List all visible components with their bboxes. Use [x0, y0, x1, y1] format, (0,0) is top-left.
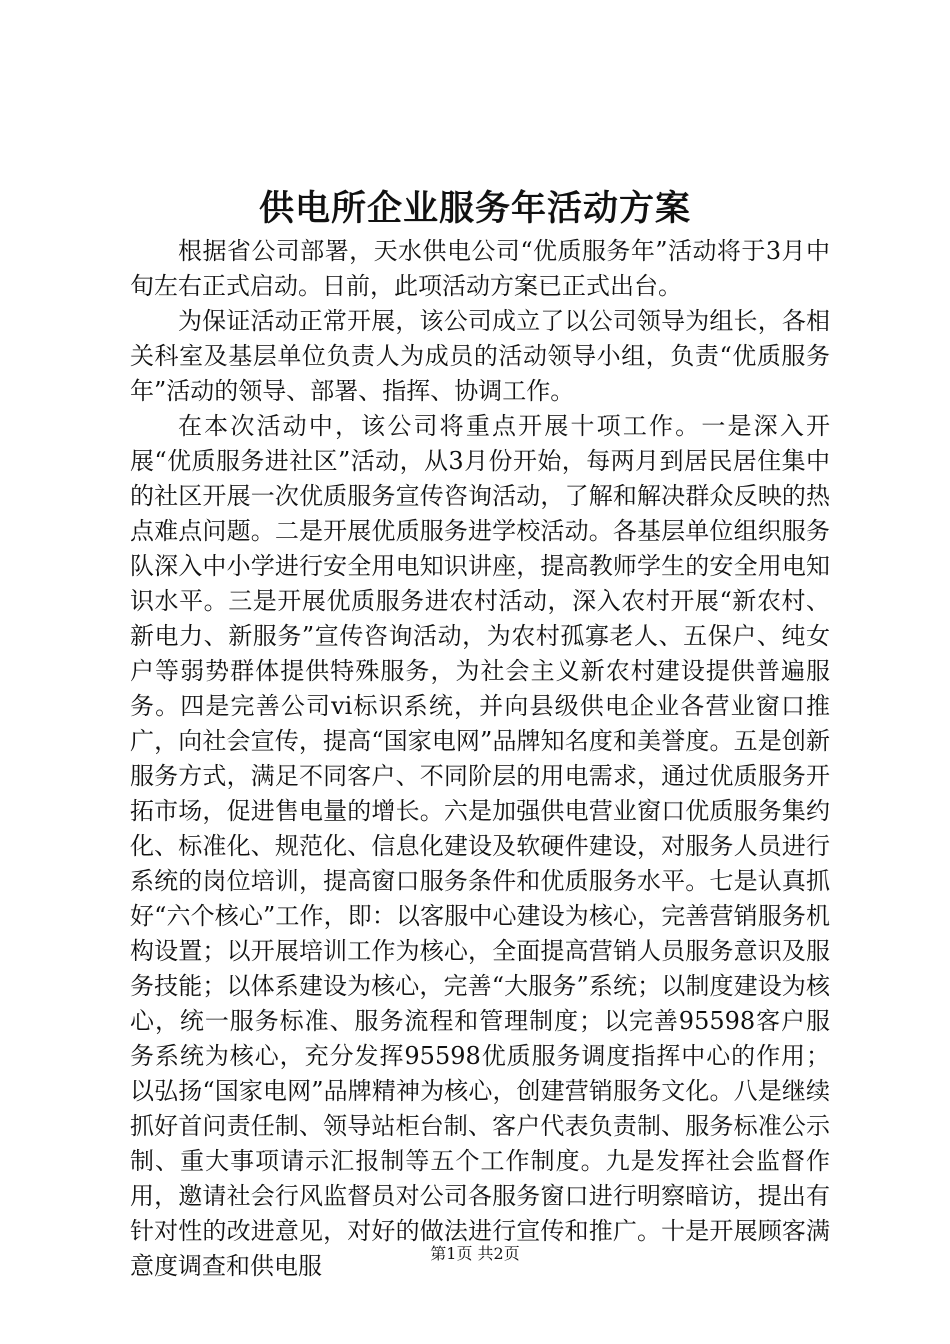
- document-title: 供电所企业服务年活动方案: [258, 188, 691, 229]
- paragraph-1: 根据省公司部署，天水供电公司“优质服务年”活动将于3月中旬左右正式启动。日前，此项活动方案已正式出台。: [130, 237, 830, 300]
- paragraph-2: 为保证活动正常开展，该公司成立了以公司领导为组长，各相关科室及基层单位负责人为成员的活动领导小组，负责“优质服务年”活动的领导、部署、指挥、协调工作。: [130, 307, 830, 405]
- document-body: [130, 234, 830, 1284]
- paragraph-3: 在本次活动中，该公司将重点开展十项工作。一是深入开展“优质服务进社区”活动，从3月份开始，每两月到居民居住集中的社区开展一次优质服务宣传咨询活动，了解和解决群众反映的热点难点问题。二是开展优质服务进学校活动。各基层单位组织服务队深入中小学进行安全用电知识讲座，提高教师学生的安全用电知识水平。三是开展优质服务进农村活动，深入农村开展“新农村、新电力、新服务”宣传咨询活动，为农村孤寡老人、五保户、纯女户等弱势群体提供特殊服务，为社会主义新农村建设提供普遍服务。四是完善公司vi标识系统，并向县级供电企业各营业窗口推广，向社会宣传，提高“国家电网”品牌知名度和美誉度。五是创新服务方式，满足不同客户、不同阶层的用电需求，通过优质服务开拓市场，促进售电量的增长。六是加强供电营业窗口优质服务集约化、标准化、规范化、信息化建设及软硬件建设，对服务人员进行系统的岗位培训，提高窗口服务条件和优质服务水平。七是认真抓好“六个核心”工作，即：以客服中心建设为核心，完善营销服务机构设置；以开展培训工作为核心，全面提高营销人员服务意识及服务技能；以体系建设为核心，完善“大服务”系统；以制度建设为核心，统一服务标准、服务流程和管理制度；以完善95598客户服务系统为核心，充分发挥95598优质服务调度指挥中心的作用；以弘扬“国家电网”品牌精神为核心，创建营销服务文化。八是继续抓好首问责任制、领导站柜台制、客户代表负责制、服务标准公示制、重大事项请示汇报制等五个工作制度。九是发挥社会监督作用，邀请社会行风监督员对公司各服务窗口进行明察暗访，提出有针对性的改进意见，对好的做法进行宣传和推广。十是开展顾客满意度调查和供电服: [130, 412, 830, 1280]
- page-number-footer: 第1页 共2页: [430, 1244, 520, 1263]
